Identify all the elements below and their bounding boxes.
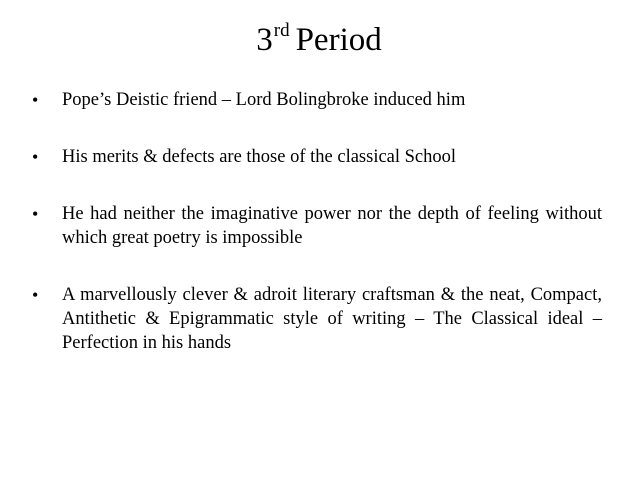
title-number: 3	[256, 22, 273, 58]
bullet-list	[32, 88, 602, 388]
bullet-text: Pope’s Deistic friend – Lord Bolingbroke induced him	[62, 90, 466, 110]
bullet-icon: •	[32, 90, 39, 110]
slide-title	[0, 18, 638, 62]
bullet-item	[32, 88, 602, 112]
bullet-icon: •	[32, 147, 39, 167]
title-ordinal-suffix: rd	[273, 20, 290, 41]
bullet-item	[32, 283, 602, 355]
bullet-icon: •	[32, 285, 39, 305]
bullet-icon: •	[32, 204, 39, 224]
bullet-text: He had neither the imaginative power nor the depth of feeling without which great poetry is impossible	[62, 204, 602, 248]
bullet-item	[32, 202, 602, 250]
bullet-item	[32, 145, 602, 169]
bullet-text: A marvellously clever & adroit literary craftsman & the neat, Compact, Antithetic & Epigrammatic style of writing – The Classical ideal – Perfection in his hands	[62, 285, 602, 353]
bullet-text: His merits & defects are those of the classical School	[62, 147, 457, 167]
title-word: Period	[295, 22, 382, 58]
